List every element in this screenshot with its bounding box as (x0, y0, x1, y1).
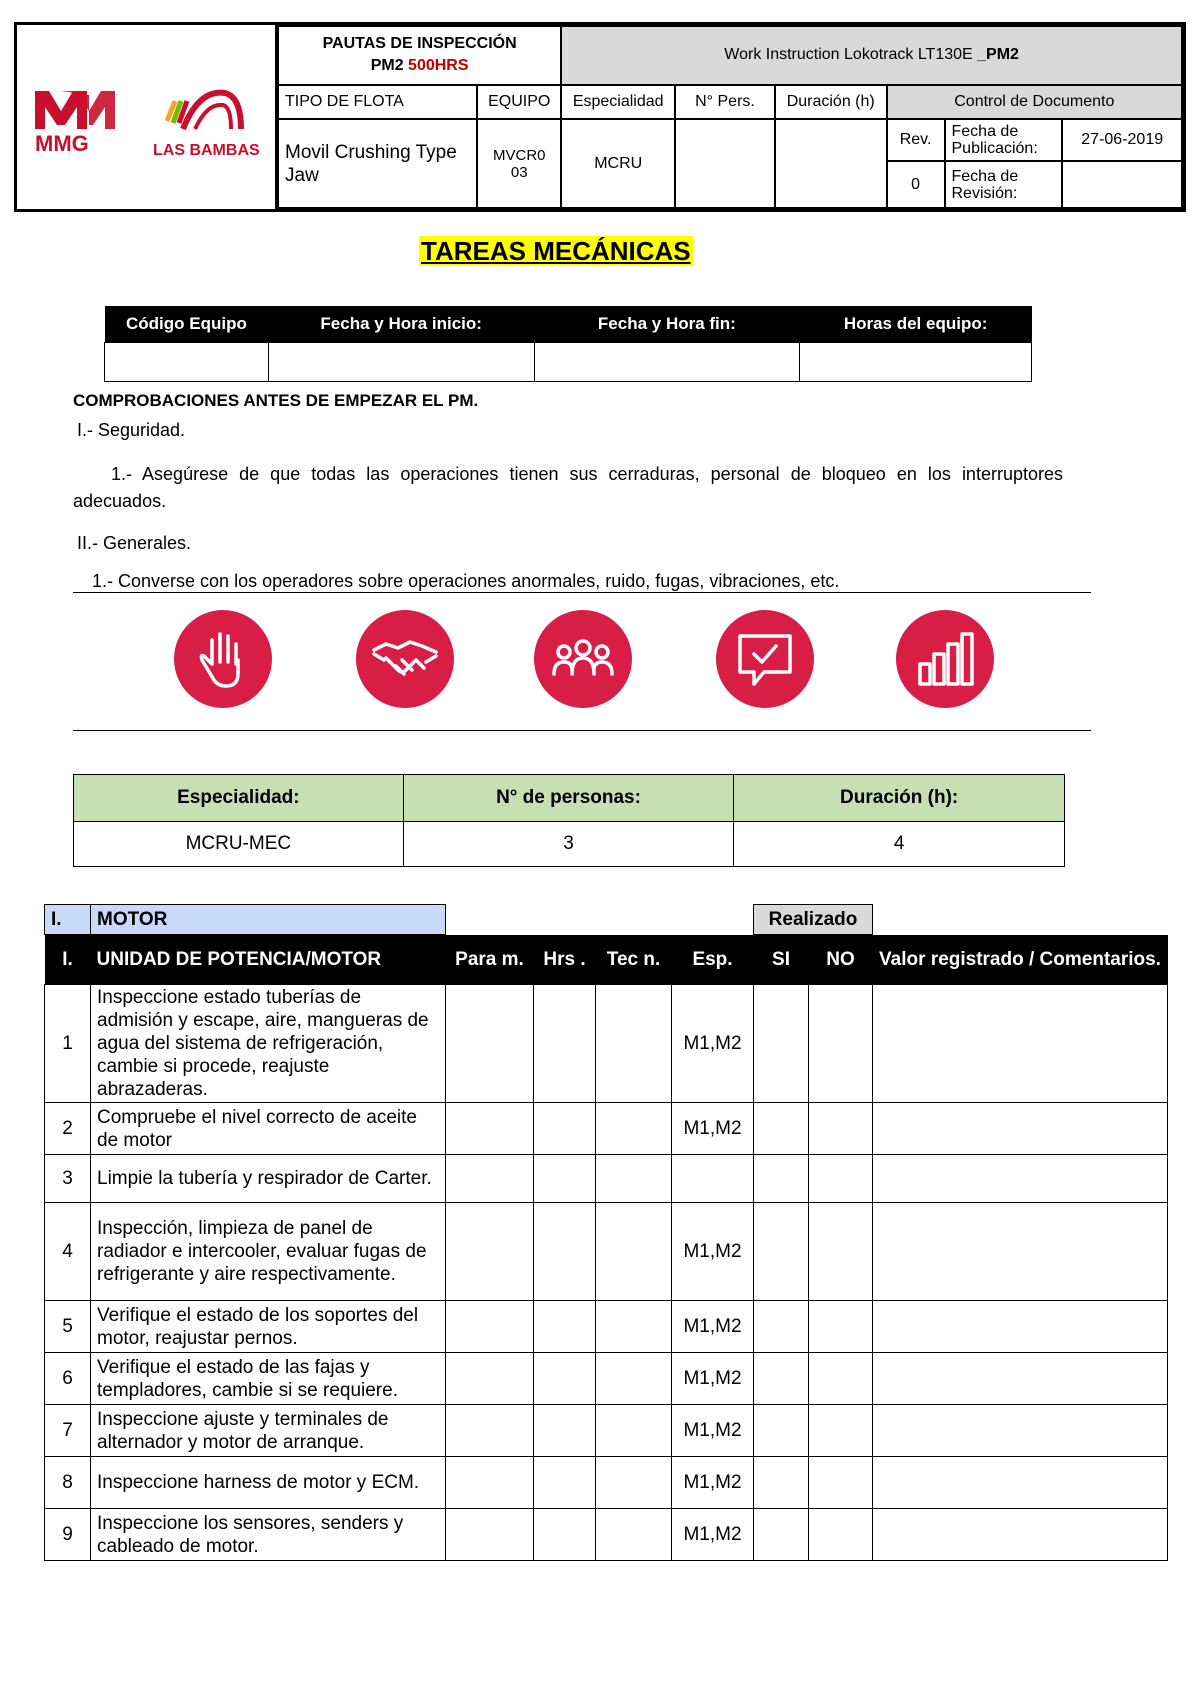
row-esp: M1,M2 (672, 1405, 754, 1457)
row-no-checkbox[interactable] (809, 1457, 873, 1509)
row-tecn[interactable] (596, 985, 672, 1103)
work-instruction-title: Work Instruction Lokotrack LT130E _PM2 (561, 26, 1182, 85)
especialidad-table (73, 774, 1065, 867)
header-param: Para m. (446, 935, 534, 985)
row-no-checkbox[interactable] (809, 1155, 873, 1203)
row-hrs[interactable] (534, 985, 596, 1103)
row-comment-field[interactable] (873, 1203, 1168, 1301)
label-n-pers: N° Pers. (675, 85, 775, 119)
field-codigo-equipo[interactable] (105, 343, 269, 382)
row-description: Compruebe el nivel correcto de aceite de motor (91, 1103, 446, 1155)
value-n-pers (675, 119, 775, 208)
table-row (45, 1203, 1168, 1301)
row-no-checkbox[interactable] (809, 985, 873, 1103)
logos (17, 25, 277, 209)
field-fecha-inicio[interactable] (268, 343, 534, 382)
header-codigo-equipo: Código Equipo (105, 306, 269, 343)
row-si-checkbox[interactable] (754, 1103, 809, 1155)
label-rev: Rev. (887, 119, 945, 161)
svg-text:LAS BAMBAS: LAS BAMBAS (153, 142, 260, 159)
table-row (45, 1155, 1168, 1203)
divider-top (73, 592, 1091, 593)
row-esp: M1,M2 (672, 1353, 754, 1405)
row-no-checkbox[interactable] (809, 1353, 873, 1405)
header-hrs: Hrs . (534, 935, 596, 985)
bar-chart-icon (896, 610, 994, 708)
row-number: 5 (45, 1301, 91, 1353)
row-tecn[interactable] (596, 1405, 672, 1457)
table-row (45, 1457, 1168, 1509)
row-si-checkbox[interactable] (754, 1457, 809, 1509)
row-hrs[interactable] (534, 1203, 596, 1301)
row-comment-field[interactable] (873, 1103, 1168, 1155)
row-param[interactable] (446, 1203, 534, 1301)
row-number: 8 (45, 1457, 91, 1509)
handshake-icon (356, 610, 454, 708)
generales-item: 1.- Converse con los operadores sobre operaciones anormales, ruido, fugas, vibraciones, etc. (92, 571, 840, 591)
document-header (14, 22, 1186, 212)
codigo-equipo-table (104, 306, 1032, 382)
divider-bottom (73, 730, 1091, 731)
comprobaciones-title: COMPROBACIONES ANTES DE EMPEZAR EL PM. (73, 391, 479, 410)
row-number: 7 (45, 1405, 91, 1457)
motor-section-number: I. (45, 905, 91, 935)
team-icon (534, 610, 632, 708)
row-esp (672, 1155, 754, 1203)
row-comment-field[interactable] (873, 1353, 1168, 1405)
row-si-checkbox[interactable] (754, 1203, 809, 1301)
realizado-header: Realizado (754, 905, 873, 935)
row-no-checkbox[interactable] (809, 1509, 873, 1561)
row-hrs[interactable] (534, 1457, 596, 1509)
row-hrs[interactable] (534, 1405, 596, 1457)
header-valor: Valor registrado / Comentarios. (873, 935, 1168, 985)
row-number: 9 (45, 1509, 91, 1561)
field-fecha-fin[interactable] (534, 343, 800, 382)
row-description: Inspeccione harness de motor y ECM. (91, 1457, 446, 1509)
row-comment-field[interactable] (873, 1301, 1168, 1353)
row-esp: M1,M2 (672, 1457, 754, 1509)
label-control-documento: Control de Documento (887, 85, 1182, 119)
table-row (45, 1301, 1168, 1353)
header-fecha-fin: Fecha y Hora fin: (534, 306, 800, 343)
motor-checklist-table (44, 904, 1168, 1561)
row-param[interactable] (446, 1405, 534, 1457)
value-especialidad-mec: MCRU-MEC (74, 822, 404, 867)
seguridad-heading: I.- Seguridad. (77, 420, 186, 440)
field-horas-equipo[interactable] (800, 343, 1032, 382)
row-si-checkbox[interactable] (754, 1301, 809, 1353)
value-duracion (775, 119, 887, 208)
row-description: Inspección, limpieza de panel de radiador e intercooler, evaluar fugas de refrigerante y aire respectivamente. (91, 1203, 446, 1301)
row-esp: M1,M2 (672, 1301, 754, 1353)
row-tecn[interactable] (596, 1103, 672, 1155)
row-no-checkbox[interactable] (809, 1103, 873, 1155)
table-row (45, 1353, 1168, 1405)
row-comment-field[interactable] (873, 1509, 1168, 1561)
table-row (45, 985, 1168, 1103)
svg-text:MMG: MMG (35, 131, 89, 155)
row-esp: M1,M2 (672, 1509, 754, 1561)
row-si-checkbox[interactable] (754, 1405, 809, 1457)
row-param[interactable] (446, 1353, 534, 1405)
row-hrs[interactable] (534, 1509, 596, 1561)
value-n-personas: 3 (403, 822, 734, 867)
row-param[interactable] (446, 1457, 534, 1509)
row-description: Inspeccione ajuste y terminales de alternador y motor de arranque. (91, 1405, 446, 1457)
value-tipo-flota: Movil Crushing Type Jaw (278, 119, 477, 208)
row-description: Inspeccione los sensores, senders y cableado de motor. (91, 1509, 446, 1561)
row-esp: M1,M2 (672, 985, 754, 1103)
seguridad-item: 1.- Asegúrese de que todas las operaciones tienen sus cerraduras, personal de bloqueo en los interruptores adecuados. (73, 464, 1063, 511)
check-speech-icon (716, 610, 814, 708)
row-no-checkbox[interactable] (809, 1301, 873, 1353)
row-tecn[interactable] (596, 1301, 672, 1353)
table-row (45, 1103, 1168, 1155)
row-no-checkbox[interactable] (809, 1203, 873, 1301)
row-si-checkbox[interactable] (754, 1509, 809, 1561)
motor-section-name: MOTOR (91, 905, 446, 935)
row-description: Verifique el estado de los soportes del motor, reajustar pernos. (91, 1301, 446, 1353)
inspection-title: PAUTAS DE INSPECCIÓN PM2 500HRS (278, 26, 561, 85)
label-fecha-publicacion: Fecha de Publicación: (945, 119, 1063, 161)
row-tecn[interactable] (596, 1457, 672, 1509)
row-tecn[interactable] (596, 1203, 672, 1301)
header-no: NO (809, 935, 873, 985)
row-description: Limpie la tubería y respirador de Carter. (91, 1155, 446, 1203)
row-number: 4 (45, 1203, 91, 1301)
generales-heading: II.- Generales. (77, 533, 192, 553)
row-hrs[interactable] (534, 1301, 596, 1353)
value-fecha-revision (1062, 161, 1182, 208)
row-tecn[interactable] (596, 1509, 672, 1561)
row-param[interactable] (446, 1103, 534, 1155)
row-param[interactable] (446, 1301, 534, 1353)
row-param[interactable] (446, 1155, 534, 1203)
header-tecn: Tec n. (596, 935, 672, 985)
label-especialidad: Especialidad (561, 85, 675, 119)
las-bambas-logo-icon (149, 81, 267, 161)
label-tipo-flota: TIPO DE FLOTA (278, 85, 477, 119)
value-duracion-h: 4 (734, 822, 1065, 867)
row-comment-field[interactable] (873, 1457, 1168, 1509)
label-duracion: Duración (h) (775, 85, 887, 119)
header-fecha-inicio: Fecha y Hora inicio: (268, 306, 534, 343)
header-duracion: Duración (h): (734, 775, 1065, 822)
header-unidad: UNIDAD DE POTENCIA/MOTOR (91, 935, 446, 985)
row-comment-field[interactable] (873, 985, 1168, 1103)
row-esp: M1,M2 (672, 1103, 754, 1155)
row-no-checkbox[interactable] (809, 1405, 873, 1457)
row-si-checkbox[interactable] (754, 985, 809, 1103)
row-si-checkbox[interactable] (754, 1353, 809, 1405)
header-num: I. (45, 935, 91, 985)
row-hrs[interactable] (534, 1103, 596, 1155)
row-number: 2 (45, 1103, 91, 1155)
row-description: Verifique el estado de las fajas y templadores, cambie si se requiere. (91, 1353, 446, 1405)
row-hrs[interactable] (534, 1155, 596, 1203)
row-number: 1 (45, 985, 91, 1103)
stop-hand-icon (174, 610, 272, 708)
header-especialidad: Especialidad: (74, 775, 404, 822)
value-fecha-publicacion: 27-06-2019 (1062, 119, 1182, 161)
value-especialidad: MCRU (561, 119, 675, 208)
value-rev: 0 (887, 161, 945, 208)
header-esp: Esp. (672, 935, 754, 985)
row-number: 6 (45, 1353, 91, 1405)
row-si-checkbox[interactable] (754, 1155, 809, 1203)
mmg-logo-icon (31, 85, 131, 155)
row-param[interactable] (446, 1509, 534, 1561)
row-esp: M1,M2 (672, 1203, 754, 1301)
row-number: 3 (45, 1155, 91, 1203)
header-n-personas: N° de personas: (403, 775, 734, 822)
row-comment-field[interactable] (873, 1155, 1168, 1203)
row-param[interactable] (446, 985, 534, 1103)
row-tecn[interactable] (596, 1353, 672, 1405)
header-horas-equipo: Horas del equipo: (800, 306, 1032, 343)
section-title: TAREAS MECÁNICAS (421, 236, 691, 266)
header-si: SI (754, 935, 809, 985)
row-comment-field[interactable] (873, 1405, 1168, 1457)
label-equipo: EQUIPO (477, 85, 561, 119)
value-equipo: MVCR0 03 (477, 119, 561, 208)
table-row (45, 1509, 1168, 1561)
label-fecha-revision: Fecha de Revisión: (945, 161, 1063, 208)
row-tecn[interactable] (596, 1155, 672, 1203)
table-row (45, 1405, 1168, 1457)
row-hrs[interactable] (534, 1353, 596, 1405)
row-description: Inspeccione estado tuberías de admisión y escape, aire, mangueras de agua del sistema de refrigeración, cambie si procede, reajuste abrazaderas. (91, 985, 446, 1103)
